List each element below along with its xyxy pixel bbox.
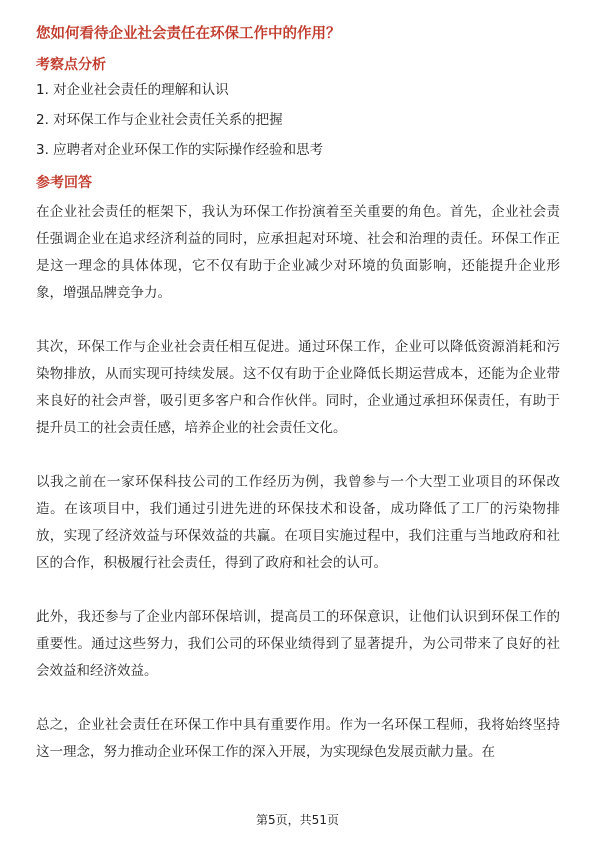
answer-paragraph: 在企业社会责任的框架下，我认为环保工作扮演着至关重要的角色。首先，企业社会责任强调企业在追求经济利益的同时，应承担起对环境、社会和治理的责任。环保工作正是这一理念的具体体现，它不仅有助于企业减少对环境的负面影响，还能提升企业形象，增强品牌竞争力。 <box>36 204 560 301</box>
answer-paragraph: 以我之前在一家环保科技公司的工作经历为例，我曾参与一个大型工业项目的环保改造。在该项目中，我们通过引进先进的环保技术和设备，成功降低了工厂的污染物排放，实现了经济效益与环保效益的共赢。在项目实施过程中，我们注重与当地政府和社区的合作，积极履行社会责任，得到了政府和社会的认可。 <box>36 474 560 571</box>
question-title: 您如何看待企业社会责任在环保工作中的作用？ <box>36 26 341 42</box>
answer-paragraph: 其次，环保工作与企业社会责任相互促进。通过环保工作，企业可以降低资源消耗和污染物排放，从而实现可持续发展。这不仅有助于企业降低长期运营成本，还能为企业带来良好的社会声誉，吸引更多客户和合作伙伴。同时，企业通过承担环保责任，有助于提升员工的社会责任感，培养企业的社会责任文化。 <box>36 339 560 436</box>
analysis-points-list <box>36 80 566 170</box>
analysis-point: 2. 对环保工作与企业社会责任关系的把握 <box>36 112 283 128</box>
answer-heading: 参考回答 <box>36 175 92 191</box>
analysis-point: 1. 对企业社会责任的理解和认识 <box>36 82 229 98</box>
analysis-point: 3. 应聘者对企业环保工作的实际操作经验和思考 <box>36 142 324 158</box>
answer-paragraph: 此外，我还参与了企业内部环保培训，提高员工的环保意识，让他们认识到环保工作的重要性。通过这些努力，我们公司的环保业绩得到了显著提升，为公司带来了良好的社会效益和经济效益。 <box>36 609 560 679</box>
page-number-footer: 第5页，共51页 <box>256 813 339 827</box>
answer-body <box>36 199 560 793</box>
answer-paragraph: 总之，企业社会责任在环保工作中具有重要作用。作为一名环保工程师，我将始终坚持这一理念，努力推动企业环保工作的深入开展，为实现绿色发展贡献力量。在 <box>36 717 560 760</box>
analysis-heading: 考察点分析 <box>36 57 106 73</box>
